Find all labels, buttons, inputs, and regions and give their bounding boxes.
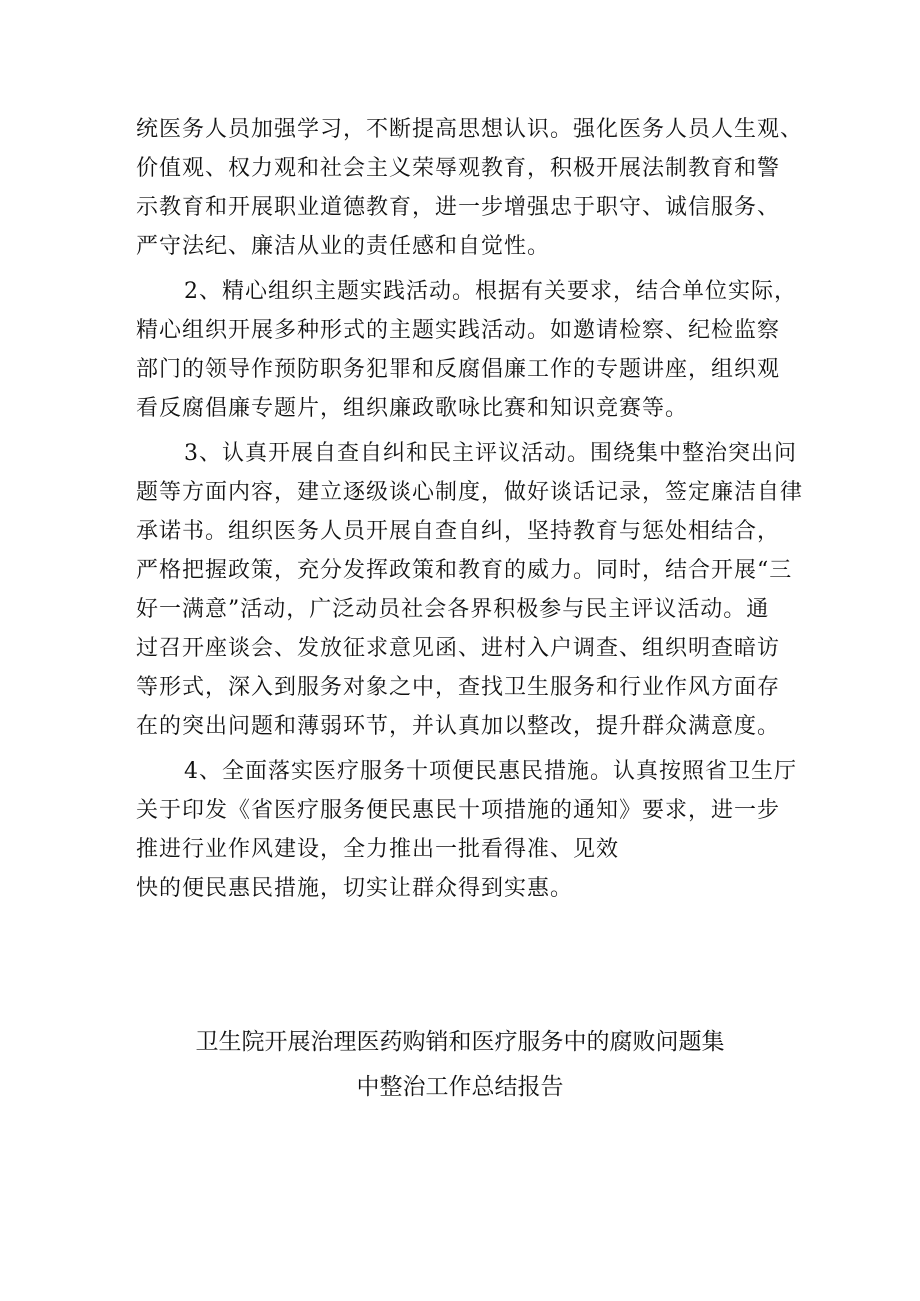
- paragraph-3: [136, 434, 804, 746]
- text-line: 示教育和开展职业道德教育，进一步增强忠于职守、诚信服务、: [136, 195, 781, 220]
- text-line: 在的突出问题和薄弱环节，并认真加以整改，提升群众满意度。: [136, 714, 781, 739]
- text-line: 看反腐倡廉专题片，组织廉政歌咏比赛和知识竞赛等。: [136, 396, 689, 421]
- text-line: 4、全面落实医疗服务十项便民惠民措施。认真按照省卫生厅: [184, 759, 797, 784]
- text-line: 过召开座谈会、发放征求意见函、进村入户调查、组织明查暗访: [136, 636, 781, 661]
- text-line: 承诺书。组织医务人员开展自查自纠，坚持教育与惩处相结合，: [136, 519, 781, 544]
- paragraph-4: [136, 752, 796, 908]
- paragraph-2: [136, 272, 796, 428]
- text-line: 2、精心组织主题实践活动。根据有关要求，结合单位实际，: [184, 279, 797, 304]
- text-line: 推进行业作风建设，全力推出一批看得准、见效: [136, 837, 620, 862]
- text-line: 好一满意”活动，广泛动员社会各界积极参与民主评议活动。通: [136, 597, 770, 622]
- text-line: 部门的领导作预防职务犯罪和反腐倡廉工作的专题讲座，组织观: [136, 357, 781, 382]
- paragraph-1: [136, 110, 804, 266]
- text-line: 精心组织开展多种形式的主题实践活动。如邀请检察、纪检监察: [136, 318, 781, 343]
- title-line-2: 中整治工作总结报告: [356, 1074, 564, 1100]
- text-line: 关于印发《省医疗服务便民惠民十项措施的通知》要求，进一步: [136, 798, 781, 823]
- text-line: 3、认真开展自查自纠和民主评议活动。围绕集中整治突出问: [184, 441, 797, 466]
- text-line: 快的便民惠民措施，切实让群众得到实惠。: [136, 876, 574, 901]
- report-title: [140, 1020, 780, 1110]
- body-text: [136, 110, 804, 908]
- text-line: 题等方面内容，建立逐级谈心制度，做好谈话记录，签定廉洁自律: [136, 480, 804, 505]
- text-line: 等形式，深入到服务对象之中，查找卫生服务和行业作风方面存: [136, 675, 781, 700]
- text-line: 统医务人员加强学习，不断提高思想认识。强化医务人员人生观、: [136, 117, 804, 142]
- text-line: 严格把握政策，充分发挥政策和教育的威力。同时，结合开展“三: [136, 558, 793, 583]
- title-line-1: 卫生院开展治理医药购销和医疗服务中的腐败问题集: [195, 1029, 725, 1055]
- text-line: 严守法纪、廉洁从业的责任感和自觉性。: [136, 234, 551, 259]
- text-line: 价值观、权力观和社会主义荣辱观教育，积极开展法制教育和警: [136, 156, 781, 181]
